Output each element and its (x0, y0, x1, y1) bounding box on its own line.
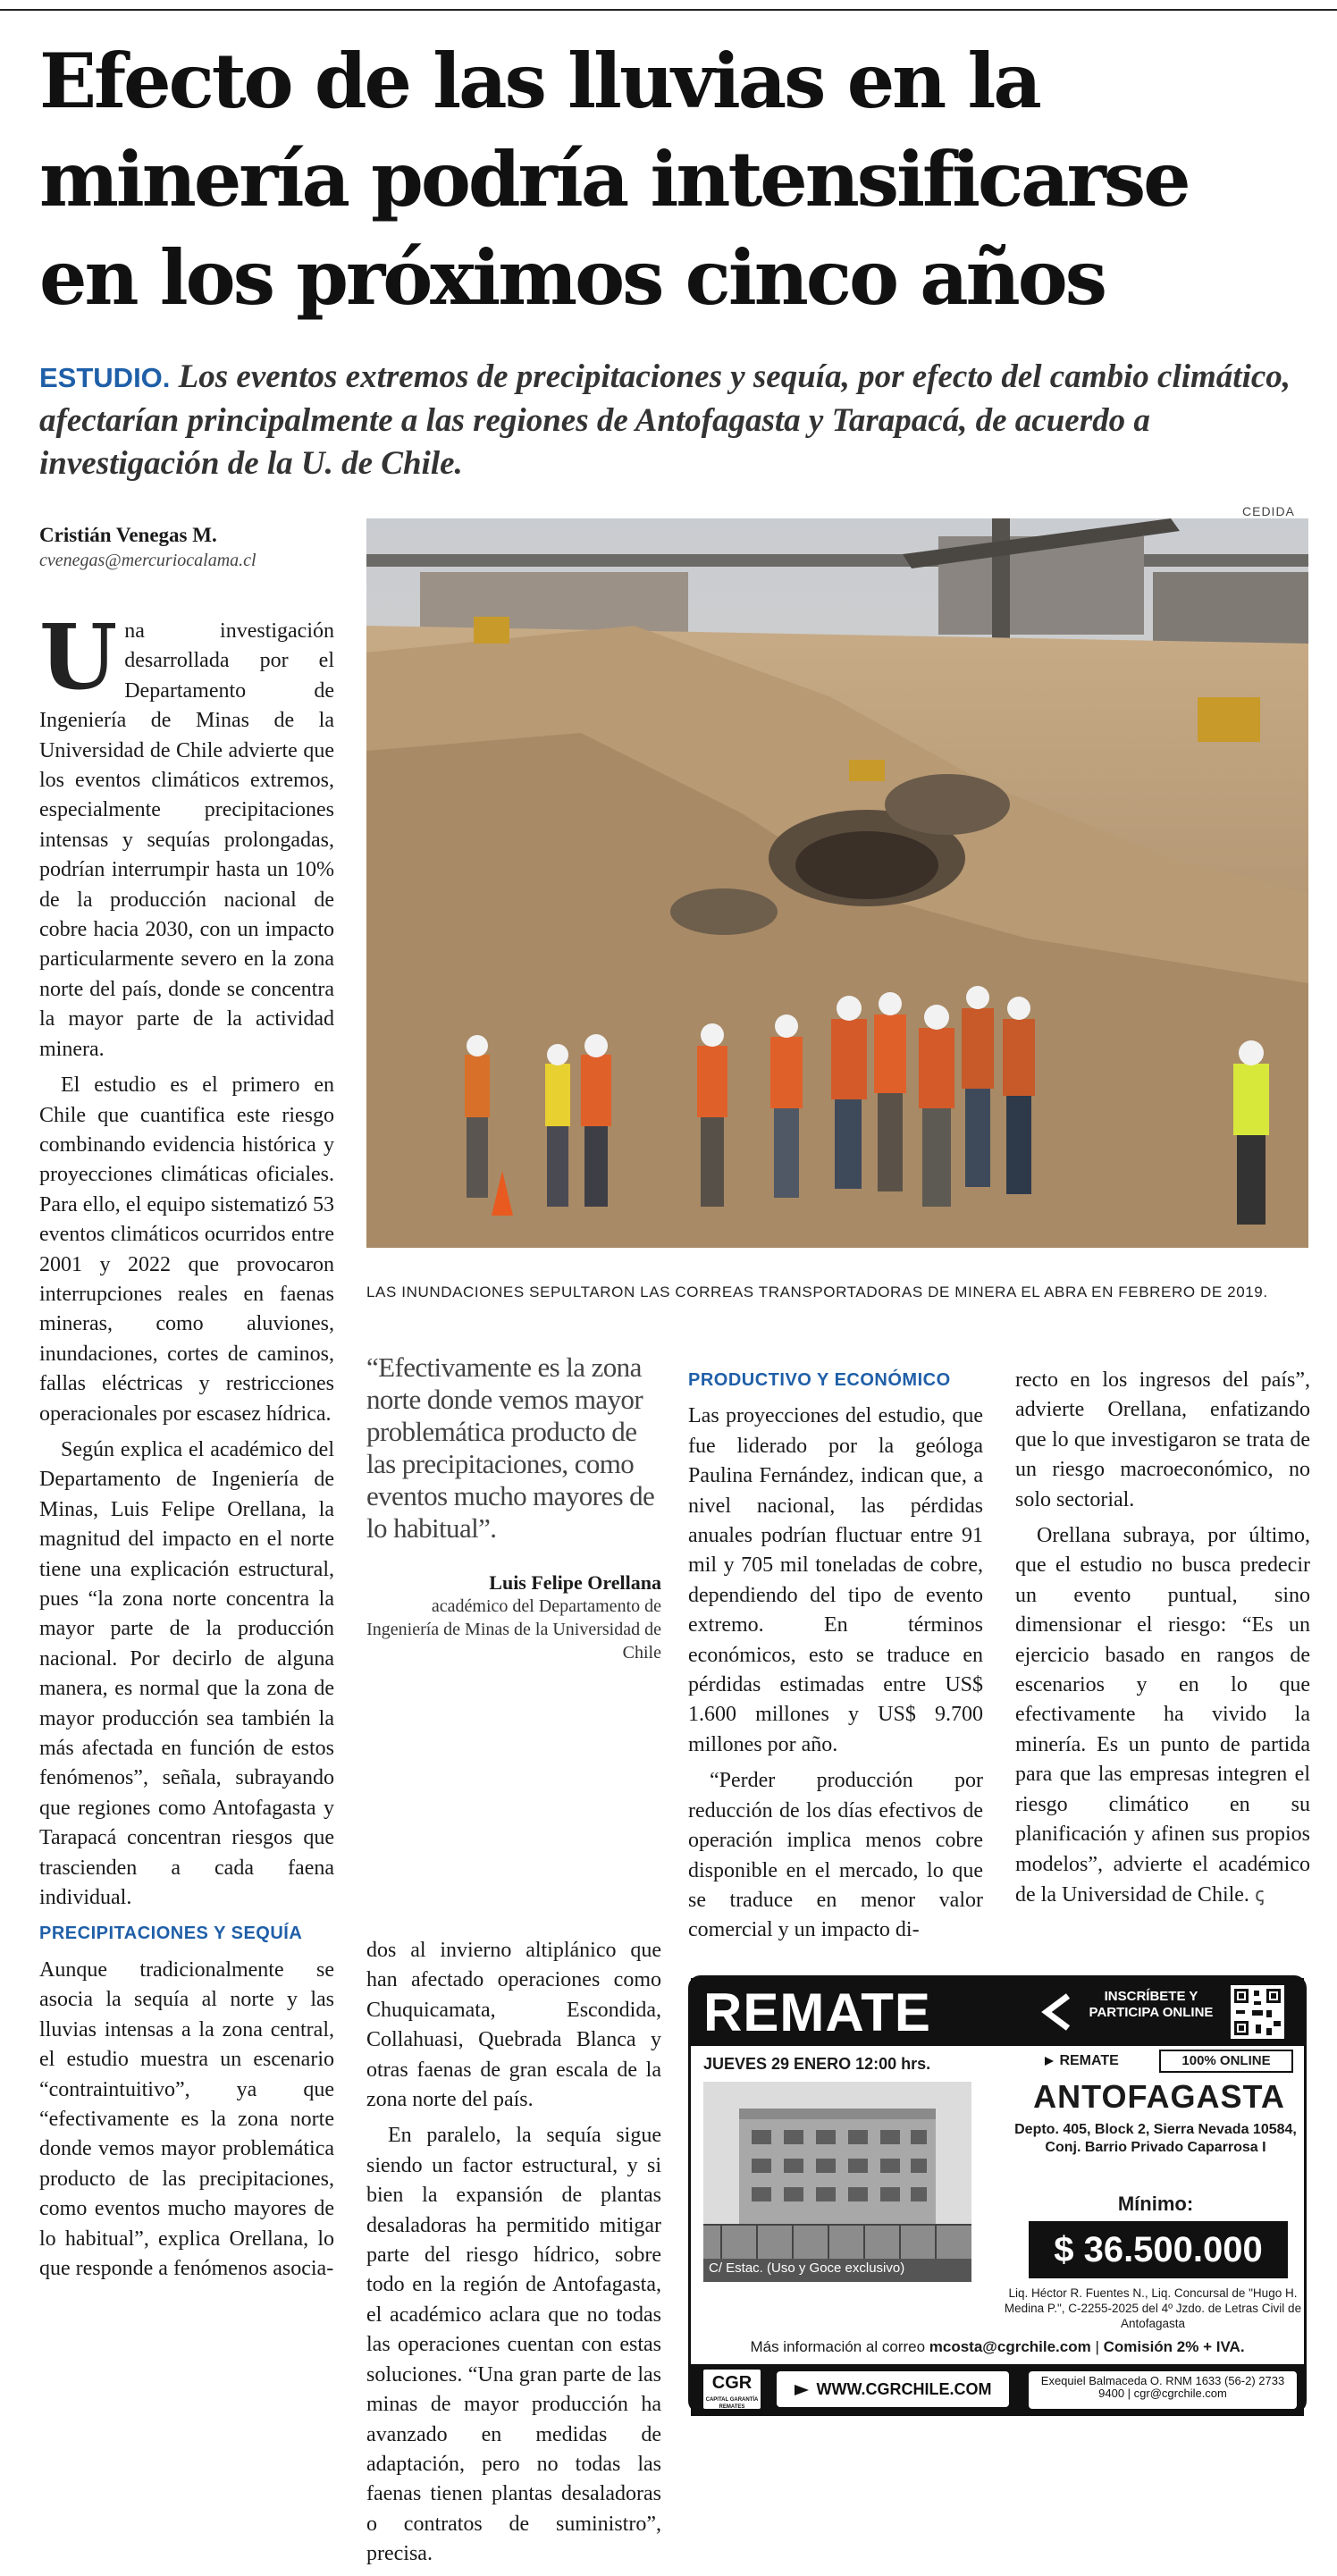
section-heading-productivo: PRODUCTIVO Y ECONÓMICO (688, 1370, 951, 1390)
ad-address: Depto. 405, Block 2, Sierra Nevada 10584, Conj. Barrio Privado Caparrosa I (1014, 2122, 1297, 2155)
ad-minimum-label: Mínimo: (1117, 2193, 1194, 2215)
article-paragraph: En paralelo, la sequía sigue siendo un factor estructural, y si bien la expansión de plantas desaladoras ha permitido mitigar parte del riesgo hídrico, sobre todo en la región de Antofagasta, el académico aclara que no todas las operaciones cuentan con estas soluciones. “Una gran parte de las minas de mayor producción ha avanzado en medidas de adaptación, pero no todas las faenas tienen plantas desaladoras o contratos de suministro”, precisa. (366, 2124, 661, 2566)
ad-building-photo (703, 2082, 971, 2282)
article-paragraph: Aunque tradicionalmente se asocia la sequía al norte y las lluvias intensas a la zona central, el estudio muestra un escenario “contraintuitivo”, ya que “efectivamente es la zona norte donde vemos mayor problemática producto de las precipitaciones, como eventos mucho mayores de lo habitual”, explica Orellana, lo que responde a fenómenos asocia- (39, 1957, 334, 2280)
ad-register-online[interactable]: INSCRÍBETE Y PARTICIPA ONLINE (1089, 1989, 1214, 2020)
article-paragraph: “Perder producción por reducción de los días efectivos de operación implica menos cobre disponible en el mercado, lo que se traduce en menor valor comercial y un impacto di- (688, 1769, 983, 1942)
article-column-3 (688, 1366, 983, 1952)
ad-info-prefix: Más información al correo (750, 2338, 926, 2355)
ad-info-email[interactable]: mcosta@cgrchile.com (929, 2338, 1091, 2355)
article-paragraph-text: Orellana subraya, por último, que el estudio no busca predecir un evento puntual, sino dimensionar el riesgo: “Es un ejercicio basado en rangos de escenarios y en lo que efectivamente ha vivido la minería. Es un punto de partida para que las empresas integren el riesgo climático en su planificación y afinen sus propios modelos”, advierte el académico de la Universidad de Chile. (1015, 1524, 1310, 1907)
ad-price: $ 36.500.000 (1029, 2221, 1288, 2278)
ad-commission: Comisión 2% + IVA. (1103, 2338, 1245, 2355)
ad-legal-text: Liq. Héctor R. Fuentes N., Liq. Concursal de "Hugo H. Medina P.", C-2255-2025 del 4º Jzdo. de Letras Civil de Antofagasta (1004, 2286, 1302, 2330)
mine-flood-photo-illustration (366, 518, 1308, 1248)
ad-online-badge: 100% ONLINE (1159, 2050, 1293, 2073)
article-paragraph: dos al invierno altiplánico que han afectado operaciones como Chuquicamata, Escondida, Collahuasi, Quebrada Blanca y otras faenas de gran escala de la zona norte del país. (366, 1939, 661, 2112)
pull-quote-role: académico del Departamento de Ingeniería de Minas de la Universidad de Chile (366, 1596, 661, 1663)
top-rule (0, 9, 1337, 11)
byline-author: Cristián Venegas M. (39, 524, 217, 546)
ad-auction-date: JUEVES 29 ENERO 12:00 hrs. (703, 2055, 931, 2073)
cgr-logo-text: CGR (711, 2373, 753, 2393)
article-paragraph (1015, 1521, 1310, 1910)
mine-flood-photo (366, 518, 1308, 1248)
ad-info-line: Más información al correo mcosta@cgrchile.com | Comisión 2% + IVA. (750, 2338, 1245, 2355)
drop-cap: U (39, 604, 118, 710)
article-paragraph: Las proyecciones del estudio, que fue liderado por la geóloga Paulina Fernández, indican que, a nivel nacional, las pérdidas anuales podrían fluctuar entre 91 mil y 705 mil toneladas de cobre, dependiendo del tipo de evento extremo. En términos económicos, esto se traduce en pérdidas estimadas entre US$ 1.600 millones y US$ 9.700 millones por año. (688, 1404, 983, 1756)
headline: Efecto de las lluvias en la minería podría intensificarse en los próximos cinco años (39, 37, 1189, 322)
ad-photo-label: C/ Estac. (Uso y Goce exclusivo) (709, 2260, 905, 2276)
photo-caption: LAS INUNDACIONES SEPULTARON LAS CORREAS TRANSPORTADORAS DE MINERA EL ABRA EN FEBRERO DE 2019. (366, 1284, 1268, 1301)
byline (39, 524, 361, 571)
chevron-left-icon (1038, 1992, 1077, 2032)
pull-quote-text: “Efectivamente es la zona norte donde vemos mayor problemática producto de las precipitaciones, como eventos mucho mayores de lo habitual”. (366, 1351, 655, 1544)
article-paragraph-text: na investigación desarrollada por el Departamento de Ingeniería de Minas de la Universidad de Chile advierte que los eventos climáticos extremos, especialmente precipitaciones intensas y sequías prolongadas, podrían interrumpir hasta un 10% de la producción nacional de cobre hacia 2030, con un impacto particularmente severo en la zona norte del país, donde se concentra la mayor parte de la actividad minera. (39, 619, 334, 1061)
ad-website-text: WWW.CGRCHILE.COM (816, 2380, 992, 2398)
article-column-1 (39, 604, 334, 2290)
ad-contact-info: Exequiel Balmaceda O. RNM 1633 (56-2) 2733 9400 | cgr@cgrchile.com (1029, 2371, 1297, 2409)
pull-quote-name: Luis Felipe Orellana (489, 1571, 661, 1594)
ad-title: REMATE (703, 1983, 931, 2042)
ad-remate-small-text: REMATE (1059, 2053, 1119, 2068)
auction-advertisement[interactable] (688, 1975, 1307, 2413)
deck-tag: ESTUDIO. (39, 362, 171, 393)
article-paragraph: Según explica el académico del Departamento de Ingeniería de Minas, Luis Felipe Orellana, la magnitud del impacto en el norte tiene una explicación estructural, pues “la zona norte concentra la mayor parte de la producción nacional. Por decirlo de alguna manera, es normal que la zona de mayor producción sea también la más afectada en función de estos fenómenos”, señala, subrayando que regiones como Antofagasta y Tarapacá concentran riesgos que trascienden a cada faena individual. (39, 1437, 334, 1910)
deck-text: Los eventos extremos de precipitaciones y sequía, por efecto del cambio climático, afectarían principalmente a las regiones de Antofagasta y Tarapacá, de acuerdo a investigación de la U. de Chile. (39, 358, 1291, 482)
cgr-logo-subtext: CAPITAL GARANTÍA REMATES (705, 2397, 759, 2410)
byline-email[interactable]: cvenegas@mercuriocalama.cl (39, 551, 256, 570)
qr-code-icon[interactable] (1231, 1985, 1284, 2039)
article-paragraph (39, 604, 334, 1065)
end-mark-icon: ꞔ (1254, 1882, 1265, 1906)
deck (39, 356, 1308, 485)
pull-quote (366, 1351, 661, 1664)
photo-credit: CEDIDA (1242, 504, 1295, 518)
article-column-4 (1015, 1366, 1310, 1916)
ad-city: ANTOFAGASTA (1033, 2078, 1285, 2115)
arrow-right-icon (795, 2385, 809, 2395)
article-column-2 (366, 1936, 661, 2576)
ad-website-link[interactable] (777, 2371, 1009, 2407)
section-heading-precipitaciones: PRECIPITACIONES Y SEQUÍA (39, 1924, 303, 1944)
article-paragraph: El estudio es el primero en Chile que cuantifica este riesgo combinando evidencia histórica y proyecciones climáticas oficiales. Para ello, el equipo sistematizó 53 eventos climáticos ocurridos entre 2001 y 2022 que provocaron interrupciones reales en faenas mineras, como aluviones, inundaciones, cortes de caminos, fallas eléctricas y restricciones operacionales por escasez hídrica. (39, 1073, 334, 1426)
article-paragraph: recto en los ingresos del país”, advierte Orellana, enfatizando que lo que investigaron se trata de un riesgo macroeconómico, no solo sectorial. (1015, 1368, 1310, 1511)
arrow-right-icon (1043, 2055, 1055, 2067)
ad-remate-label (1043, 2053, 1119, 2069)
cgr-logo (703, 2370, 761, 2409)
building-illustration (703, 2082, 971, 2282)
